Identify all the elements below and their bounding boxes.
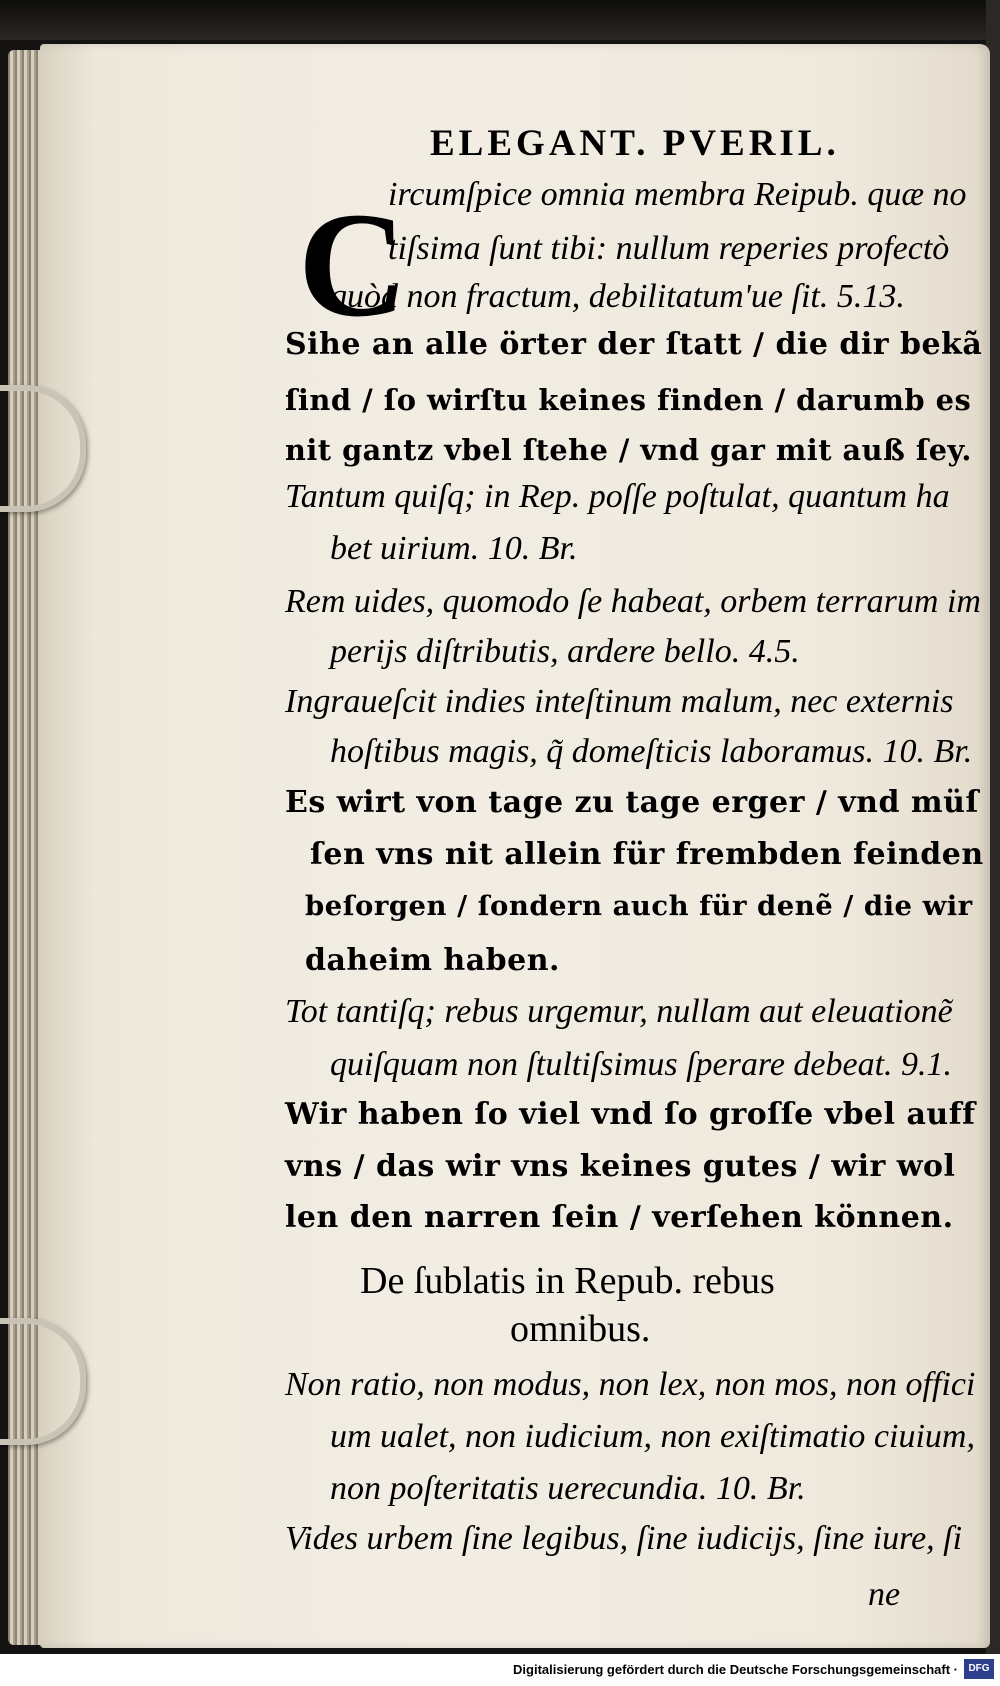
text-line: Sihe an alle örter der ſtatt / die dir bekã bbox=[285, 327, 983, 362]
text-line: omnibus. bbox=[510, 1308, 651, 1350]
text-line: De ſublatis in Repub. rebus bbox=[360, 1260, 775, 1302]
text-line: len den narren ſein / verſehen können. bbox=[285, 1200, 954, 1235]
text-line: Es wirt von tage zu tage erger / vnd müſ bbox=[285, 785, 979, 820]
text-line: non poſteritatis uerecundia. 10. Br. bbox=[330, 1470, 806, 1507]
text-line: hoſtibus magis, q̃ domeſticis laboramus. 10. Br. bbox=[330, 733, 973, 770]
text-line: quòd non fractum, debilitatum'ue ſit. 5.13. bbox=[330, 278, 905, 315]
text-line: Wir haben ſo viel vnd ſo groſſe vbel auff bbox=[285, 1097, 976, 1132]
running-header: ELEGANT. PVERIL. bbox=[430, 123, 840, 164]
text-line: bet uirium. 10. Br. bbox=[330, 530, 578, 567]
text-line: tiſsima ſunt tibi: nullum reperies profectò bbox=[388, 230, 950, 267]
text-line: um ualet, non iudicium, non exiſtimatio ciuium, bbox=[330, 1418, 975, 1455]
footer-credit: Digitalisierung gefördert durch die Deutsche Forschungsgemeinschaft · bbox=[513, 1662, 958, 1677]
text-line: quiſquam non ſtultiſsimus ſperare debeat. 9.1. bbox=[330, 1046, 953, 1083]
text-line: ircumſpice omnia membra Reipub. quæ no bbox=[388, 176, 967, 213]
dfg-logo-icon: DFG bbox=[964, 1659, 994, 1679]
text-line: Non ratio, non modus, non lex, non mos, non offici bbox=[285, 1366, 976, 1403]
drop-capital: C bbox=[298, 182, 407, 348]
text-line: nit gantz vbel ſtehe / vnd gar mit auß ſey. bbox=[285, 433, 972, 467]
text-line: Vides urbem ſine legibus, ſine iudicijs, ſine iure, ſi bbox=[285, 1520, 963, 1557]
text-line: Tantum quiſq; in Rep. poſſe poſtulat, quantum ha bbox=[285, 478, 950, 515]
text-line: beſorgen / ſondern auch für denẽ / die wir bbox=[305, 890, 973, 922]
text-line: Tot tantiſq; rebus urgemur, nullam aut eleuationẽ bbox=[285, 993, 953, 1030]
text-line: ſind / ſo wirſtu keines finden / darumb es bbox=[285, 383, 972, 417]
text-line: daheim haben. bbox=[305, 943, 560, 978]
footer-bar bbox=[0, 1654, 1000, 1686]
text-line: Rem uides, quomodo ſe habeat, orbem terrarum im bbox=[285, 583, 981, 620]
text-line: ſen vns nit allein für frembden feinden bbox=[310, 837, 984, 872]
text-line: Ingraueſcit indies inteſtinum malum, nec externis bbox=[285, 683, 954, 720]
text-line: vns / das wir vns keines gutes / wir wol bbox=[285, 1149, 956, 1184]
text-line: perijs diſtributis, ardere bello. 4.5. bbox=[330, 633, 800, 670]
scan-top-edge bbox=[0, 0, 1000, 40]
text-line: ne bbox=[868, 1576, 901, 1613]
